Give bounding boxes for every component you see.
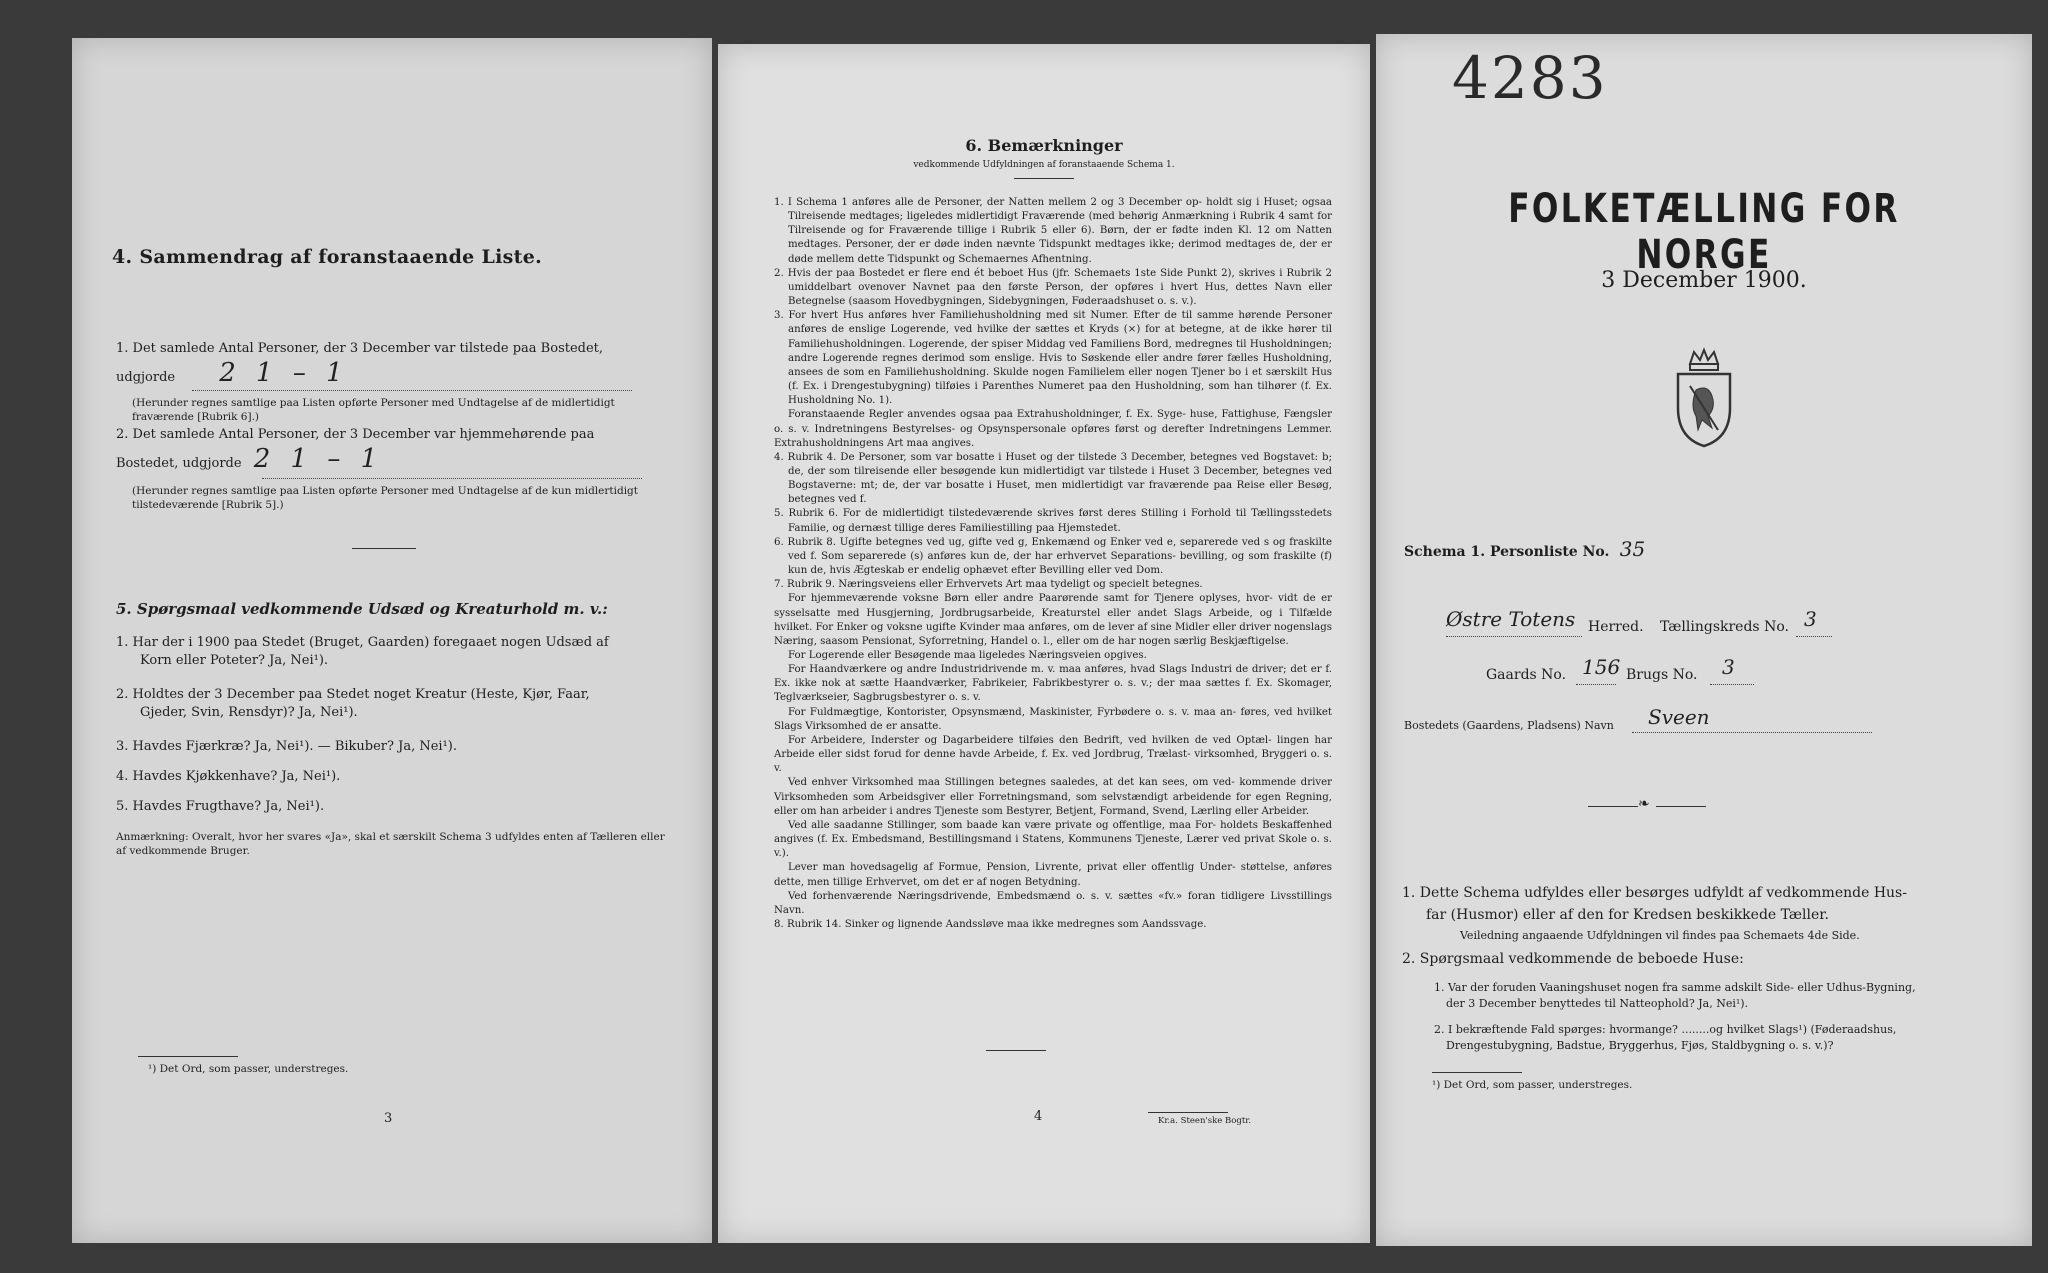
- remark-item: 8. Rubrik 14. Sinker og lignende Aandssløve maa ikke medregnes som Aandssvage.: [774, 918, 1207, 930]
- personliste-number: 35: [1619, 537, 1646, 561]
- summary-q2-values: 2 1 – 1: [253, 444, 384, 474]
- printer-credit: Kr.a. Steen'ske Bogtr.: [1158, 1116, 1252, 1126]
- left-page-number: 3: [384, 1111, 393, 1126]
- summary-q2-note: (Herunder regnes samtlige paa Listen opførte Personer med Undtagelse af de kun midlertidigt tilstedeværende [Rubrik 5].): [132, 485, 638, 511]
- question-5-1: 1. Har der i 1900 paa Stedet (Bruget, Gaarden) foregaaet nogen Udsæd af: [116, 635, 609, 650]
- right-footnote: ¹) Det Ord, som passer, understreges.: [1432, 1079, 1633, 1091]
- remarks-subtitle: vedkommende Udfyldningen af foranstaaende Schema 1.: [913, 160, 1175, 170]
- question-5-2: 2. Holdtes der 3 December paa Stedet noget Kreatur (Heste, Kjør, Faar,: [116, 687, 590, 702]
- schema-label: [1404, 537, 1646, 561]
- bosted-value: Sveen: [1648, 705, 1710, 729]
- question-5-3: 3. Havdes Fjærkræ? Ja, Nei¹). — Bikuber? Ja, Nei¹).: [116, 739, 457, 754]
- section-4-heading: 4. Sammendrag af foranstaaende Liste.: [112, 246, 543, 268]
- question-5-2-answer: Gjeder, Svin, Rensdyr)? Ja, Nei¹).: [140, 705, 358, 720]
- remark-item: 4. Rubrik 4. De Personer, som var bosatte i Huset og der tilstede 3 December, betegnes ved Bogstavet: b; de, der som tilreisende eller besøgende kun midlertidigt var tilstede i Huset 3 December, betegnes ved Bogstaverne: mt; de, der var bosatte i Huset, men midlertidigt var fraværende paa Reise eller Besøg, betegnes ved f.: [774, 451, 1332, 506]
- census-date: 3 December 1900.: [1601, 268, 1807, 293]
- summary-q1-values: 2 1 – 1: [219, 358, 349, 388]
- summary-q2-answer: [116, 444, 676, 474]
- remark-paragraph: Ved enhver Virksomhed maa Stillingen betegnes saaledes, at det kan sees, om ved- kommende driver Virksomheden som Arbeidsgiver eller Forretningsmand, som selvstændigt arbeidende for egen Regning, eller om han arbeider i andres Tjeneste som Bestyrer, Betjent, Formand, Svend, Lærling eller Arbeider.: [774, 777, 1332, 817]
- house-question-2b: Drengestubygning, Badstue, Bryggerhus, Fjøs, Staldbygning o. s. v.)?: [1446, 1039, 1834, 1052]
- brugs-value: 3: [1722, 655, 1735, 679]
- remark-item: 7. Rubrik 9. Næringsveiens eller Erhvervets Art maa tydeligt og specielt betegnes.: [774, 579, 1203, 591]
- summary-q1: 1. Det samlede Antal Personer, der 3 December var tilstede paa Bostedet,: [116, 341, 604, 356]
- remark-item: 3. For hvert Hus anføres hver Familiehusholdning med sit Numer. Efter de til samme hørende Personer anføres de enslige Logerende, ved hvilke der sættes et Kryds (×) for at betegne, at de ikke hører til Familiehusholdningen. Logerende, der spiser Middag ved Familiens Bord, medregnes til Husholdningen; andre Logerende regnes derimod som enslige. Hvis to Søskende eller andre fører fælles Husholdning, ansees de som en Familiehusholdning. Skulde nogen Familielem eller nogen Tjener bo i et særskilt Hus (f. Ex. i Drengestubygning) tilføies i Parenthes Numeret paa den Husholdning, som han tilhører (f. Ex. Husholdning No. 1).: [774, 310, 1332, 407]
- ornament-icon: ❧: [1638, 796, 1650, 812]
- herred-label: Herred.: [1588, 619, 1644, 635]
- house-question-1b: der 3 December benyttedes til Natteophold? Ja, Nei¹).: [1446, 997, 1749, 1010]
- middle-page-number: 4: [1034, 1109, 1043, 1124]
- summary-q1-prefix: udgjorde: [116, 370, 176, 385]
- remark-item: 2. Hvis der paa Bostedet er flere end ét beboet Hus (jfr. Schemaets 1ste Side Punkt 2), skrives i Rubrik 2 umiddelbart ovenover Navnet paa den første Person, der opføres i hvert Hus, dettes Navn eller Betegnelse (saasom Hovedbygningen, Sidebygningen, Føderaadshuset o. s. v.).: [774, 267, 1332, 308]
- instruction-2: 2. Spørgsmaal vedkommende de beboede Huse:: [1402, 951, 1744, 967]
- bosted-label: Bostedets (Gaardens, Pladsens) Navn: [1404, 719, 1614, 732]
- anmerkning-note: Anmærkning: Overalt, hvor her svares «Ja», skal et særskilt Schema 3 udfyldes enten af Tælleren eller af vedkommende Bruger.: [116, 831, 665, 857]
- coat-of-arms-icon: [1668, 346, 1740, 450]
- remarks-body: [774, 196, 1332, 932]
- summary-q1-note: (Herunder regnes samtlige paa Listen opførte Personer med Undtagelse af de midlertidigt fraværende [Rubrik 6].): [132, 397, 615, 423]
- remarks-title: 6. Bemærkninger: [965, 136, 1123, 155]
- remark-paragraph: Foranstaaende Regler anvendes ogsaa paa Extrahusholdninger, f. Ex. Syge- huse, Fattighuse, Fængsler o. s. v. Indretningens Bestyrelses- og Opsynspersonale opføres først og derefter Indretningens Lemmer. Extrahusholdningens Art maa angives.: [774, 409, 1332, 449]
- remark-paragraph: For hjemmeværende voksne Børn eller andre Paarørende samt for Tjenere oplyses, hvor- vidt de er sysselsatte med Husgjerning, Jordbrugsarbeide, Kreaturstel eller andet Slags Arbeide, og i Tilfælde hvilket. For Enker og voksne ugifte Kvinder maa anføres, om de lever af sine Midler eller driver nogenslags Næring, saasom Pensionat, Syforretning, Handel o. l., eller om de har nogen særlig Beskjæftigelse.: [774, 593, 1332, 647]
- remark-paragraph: For Logerende eller Besøgende maa ligeledes Næringsveien opgives.: [788, 650, 1147, 661]
- summary-q2: 2. Det samlede Antal Personer, der 3 December var hjemmehørende paa: [116, 427, 595, 442]
- remark-paragraph: Ved forhenværende Næringsdrivende, Embedsmænd o. s. v. sættes «fv.» foran tidligere Livsstillings Navn.: [774, 890, 1332, 916]
- schema-label-text: Schema 1. Personliste No.: [1404, 544, 1610, 560]
- instruction-1b: far (Husmor) eller af den for Kredsen beskikkede Tæller.: [1426, 907, 1829, 923]
- middle-page: [718, 44, 1370, 1243]
- census-title: FOLKETÆLLING FOR NORGE: [1508, 186, 1900, 278]
- kreds-label: Tællingskreds No.: [1660, 619, 1789, 635]
- gaards-value: 156: [1582, 655, 1621, 679]
- instruction-1c: Veiledning angaaende Udfyldningen vil findes paa Schemaets 4de Side.: [1460, 929, 1860, 942]
- remark-item: 6. Rubrik 8. Ugifte betegnes ved ug, gifte ved g, Enkemænd og Enker ved e, separerede ved s og fraskilte ved f. Som separerede (s) anføres kun de, der har erhvervet Separations- bevilling, og som fraskilte (f) kun de, hvis Ægteskab er endelig ophævet efter Bevilling eller ved Dom.: [774, 536, 1332, 577]
- question-5-4: 4. Havdes Kjøkkenhave? Ja, Nei¹).: [116, 769, 341, 784]
- herred-value: Østre Totens: [1446, 607, 1576, 631]
- question-5-5: 5. Havdes Frugthave? Ja, Nei¹).: [116, 799, 325, 814]
- remark-item: 5. Rubrik 6. For de midlertidigt tilstedeværende skrives først deres Stilling i Forhold til Tællingsstedets Familie, og dernæst tillige deres Familiestilling paa Hjemstedet.: [774, 508, 1332, 534]
- summary-q1-answer: [116, 358, 676, 388]
- remark-paragraph: Ved alle saadanne Stillinger, som baade kan være private og offentlige, maa For- holdets Beskaffenhed angives (f. Ex. Embedsmand, Bestillingsmand i Statens, Kommunens Tjeneste, Lærer ved privat Skole o. s. v.).: [774, 819, 1332, 860]
- house-question-2a: 2. I bekræftende Fald spørges: hvormange? ........og hvilket Slags¹) (Føderaadshus,: [1434, 1023, 1897, 1036]
- brugs-label: Brugs No.: [1626, 667, 1698, 683]
- summary-q2-prefix: Bostedet, udgjorde: [116, 456, 242, 471]
- remark-paragraph: For Fuldmægtige, Kontorister, Opsynsmænd, Maskinister, Fyrbødere o. s. v. maa an- føres, ved hvilket Slags Virksomhed de er ansatte.: [774, 706, 1332, 732]
- remark-paragraph: Lever man hovedsagelig af Formue, Pension, Livrente, privat eller offentlig Under- støttelse, anføres dette, men tillige Erhvervet, om det er af nogen Betydning.: [774, 862, 1332, 888]
- archive-number: 4283: [1452, 44, 1608, 112]
- remark-paragraph: For Arbeidere, Inderster og Dagarbeidere tilføies den Bedrift, ved hvilken de ved Optæl- lingen har Arbeide eller sidst forud for denne havde Arbeide, f. Ex. ved Jordbrug, Trælast- virksomhed, Bryggeri o. s. v.: [774, 734, 1332, 775]
- left-page: [72, 38, 712, 1243]
- instruction-1a: 1. Dette Schema udfyldes eller besørges udfyldt af vedkommende Hus-: [1402, 885, 1907, 901]
- section-5-heading: 5. Spørgsmaal vedkommende Udsæd og Kreaturhold m. v.:: [116, 600, 608, 618]
- left-footnote: ¹) Det Ord, som passer, understreges.: [148, 1063, 349, 1075]
- remark-paragraph: For Haandværkere og andre Industridrivende m. v. maa anføres, hvad Slags Industri de driver; det er f. Ex. ikke nok at sætte Haandværker, Fabrikeier, Fabrikbestyrer o. s. v.; der maa sættes f. Ex. Skomager, Teglværkseier, Sagbrugsbestyrer o. s. v.: [774, 664, 1332, 704]
- gaards-label: Gaards No.: [1486, 667, 1567, 683]
- kreds-value: 3: [1804, 607, 1817, 631]
- house-question-1a: 1. Var der foruden Vaaningshuset nogen fra samme adskilt Side- eller Udhus-Bygning,: [1434, 981, 1916, 994]
- right-page: [1376, 34, 2032, 1246]
- remark-item: 1. I Schema 1 anføres alle de Personer, der Natten mellem 2 og 3 December op- holdt sig i Huset; ogsaa Tilreisende medtages; ligeledes midlertidigt Fraværende (med behørig Anmærkning i Rubrik 4 samt for Tilreisende og for Fraværende tillige i Rubrik 5 eller 6). Børn, der er fødte inden Kl. 12 om Natten medtages. Personer, der er døde inden nævnte Tidspunkt medtages ikke; derimod medtages de, der er døde mellem dette Tidspunkt og Schemaernes Afhentning.: [774, 197, 1332, 265]
- question-5-1-answer: Korn eller Poteter? Ja, Nei¹).: [140, 653, 329, 668]
